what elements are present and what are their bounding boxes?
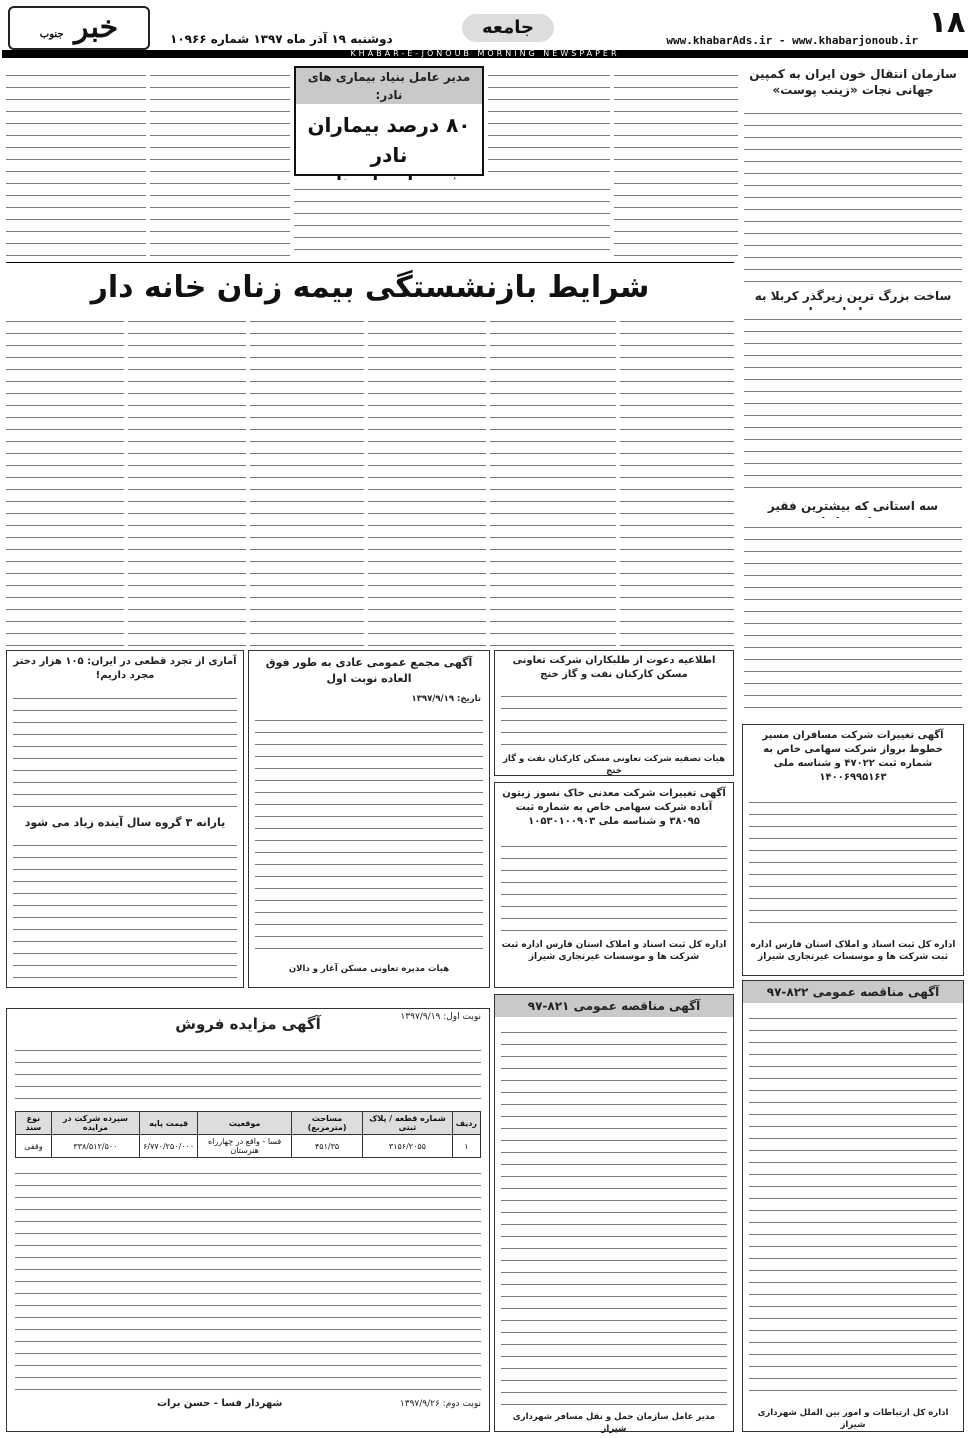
table-row (16, 1135, 481, 1158)
ad-auction-footer: شهردار فسا - حسن برات (157, 1398, 283, 1409)
top-story-col-4 (150, 66, 290, 256)
small-story-title: آماری از تجرد قطعی در ایران: ۱۰۵ هزار دختر مجرد داریم! (13, 656, 237, 681)
ad-tender-822-title: آگهی مناقصه عمومی ۸۲۲-۹۷ (743, 981, 963, 1003)
right-article-1-title: سازمان انتقال خون ایران به کمپین جهانی نجات «زینب پوست» (749, 67, 957, 97)
main-story-col-4 (250, 312, 364, 646)
table-cell: ۳۱۵۶/۲۰۵۵ (363, 1135, 453, 1158)
auction-table-header: موقعیت (198, 1112, 292, 1135)
ad-assembly-footer: هیات مدیره تعاونی مسکن آغار و دالان (288, 964, 450, 974)
ad-change-1-body (749, 793, 957, 933)
masthead-strip: KHABAR-E-JONOUB MORNING NEWSPAPER (2, 50, 968, 58)
table-cell: ۶/۷۷۰/۲۵۰/۰۰۰ (140, 1135, 198, 1158)
small-story-body-2 (13, 836, 237, 982)
auction-table-header: ردیف (452, 1112, 480, 1135)
ad-auction-turn-1: نوبت اول: ۱۳۹۷/۹/۱۹ (400, 1012, 481, 1022)
top-story-col-3 (294, 180, 610, 256)
right-article-2-body (744, 310, 962, 494)
right-article-1-body (744, 104, 962, 282)
ad-assembly (248, 650, 490, 988)
table-cell: ۱ (452, 1135, 480, 1158)
ad-auction-intro (15, 1041, 481, 1105)
top-story-headline-1: ۸۰ درصد بیماران نادر (307, 113, 471, 167)
main-story-col-2 (490, 312, 616, 646)
auction-table (15, 1111, 481, 1158)
main-story-headline: شرایط بازنشستگی بیمه زنان خانه دار (90, 270, 650, 305)
logo-text: خبر (74, 10, 119, 45)
auction-table-header: شماره قطعه / پلاک ثبتی (363, 1112, 453, 1135)
ad-change-1-title: آگهی تغییرات شرکت مسافران مسیر خطوط برواز شرکت سهامی خاص به شماره ثبت ۴۷۰۲۲ و شناسه ملی ۱۴۰۰۶۹۹۵۱۶۳ (762, 730, 944, 783)
ad-invite-footer: هیات تصفیه شرکت تعاونی مسکن کارکنان نفت و گاز خنج (503, 754, 725, 776)
right-article-2-title: ساخت بزرگ ترین زیرگذر کربلا به (754, 289, 952, 303)
auction-table-header: سپرده شرکت در مزایده (51, 1112, 139, 1135)
logo-subtext: جنوب (39, 29, 64, 40)
auction-table-header: مساحت (مترمربع) (292, 1112, 363, 1135)
ad-change-2 (494, 782, 734, 988)
small-story-body (13, 689, 237, 809)
ad-change-2-title: آگهی تغییرات شرکت معدنی خاک نسوز زیتون آباده شرکت سهامی خاص به شماره ثبت ۳۸۰۹۵ و شناسه ملی ۱۰۵۳۰۱۰۰۹۰۳ (502, 788, 726, 827)
top-story-col-1 (614, 66, 738, 256)
divider (6, 262, 734, 263)
main-story-col-1 (620, 312, 734, 646)
table-cell: ۴۵۱/۳۵ (292, 1135, 363, 1158)
ad-change-1 (742, 724, 964, 976)
ad-change-1-footer: اداره کل ثبت اسناد و املاک استان فارس اداره ثبت شرکت ها و موسسات غیرتجاری شیراز (750, 940, 956, 962)
ad-auction-title: آگهی مزایده فروش (175, 1015, 321, 1033)
ad-assembly-body (255, 711, 483, 959)
ad-tender-821 (494, 994, 734, 1432)
ad-assembly-title: آگهی مجمع عمومی عادی به طور فوق العاده نوبت اول (265, 656, 473, 685)
ad-invite-title: اطلاعیه دعوت از طلبکاران شرکت تعاونی مسکن کارکنان نفت و گاز خنج (512, 655, 716, 680)
top-story-headline-box (294, 66, 484, 176)
ad-tender-822 (742, 980, 964, 1432)
ad-assembly-date: تاریخ: ۱۳۹۷/۹/۱۹ (411, 694, 481, 704)
main-story-col-6 (6, 312, 124, 646)
ad-tender-821-body (501, 1023, 727, 1405)
ad-auction-conditions (15, 1164, 481, 1394)
right-article-3-body (744, 518, 962, 708)
website-links[interactable]: www.khabarAds.ir - www.khabarjonoub.ir (666, 34, 918, 47)
ad-tender-821-title: آگهی مناقصه عمومی ۸۲۱-۹۷ (495, 995, 733, 1017)
ad-invite-body (501, 687, 727, 751)
ad-auction (6, 1008, 490, 1432)
section-title: جامعه (462, 14, 554, 42)
ad-tender-822-footer: اداره کل ارتباطات و امور بین الملل شهرداری شیراز (757, 1408, 949, 1430)
main-story-col-3 (368, 312, 486, 646)
small-story-title-2: یارانه ۳ گروه سال آینده زیاد می شود (24, 816, 226, 829)
ad-change-2-footer: اداره کل ثبت اسناد و املاک استان فارس اداره ثبت شرکت ها و موسسات غیرتجاری شیراز (501, 940, 727, 962)
top-story-kicker: مدیر عامل بنیاد بیماری های نادر: (296, 68, 482, 104)
page-number: ۱۸ (928, 5, 966, 40)
table-cell: فسا - واقع در چهارراه هنرستان (198, 1135, 292, 1158)
auction-table-header: قیمت پایه (140, 1112, 198, 1135)
top-story-col-2 (488, 66, 610, 176)
ad-invite-creditors (494, 650, 734, 776)
right-article-3-title: سه استانی که بیشترین فقیر (767, 499, 939, 513)
table-cell: وقفی (16, 1135, 52, 1158)
auction-table-header: نوع سند (16, 1112, 52, 1135)
ad-tender-821-footer: مدیر عامل سازمان حمل و نقل مسافر شهرداری شیراز (512, 1412, 716, 1434)
small-story (6, 650, 244, 988)
top-story-col-5 (6, 66, 146, 256)
table-cell: ۳۳۸/۵۱۲/۵۰۰ (51, 1135, 139, 1158)
ad-auction-turn-2: نوبت دوم: ۱۳۹۷/۹/۲۶ (399, 1399, 481, 1409)
main-story-col-5 (128, 312, 246, 646)
ad-change-2-body (501, 837, 727, 933)
ad-tender-822-body (749, 1009, 957, 1401)
newspaper-logo (8, 6, 150, 50)
issue-date: دوشنبه ۱۹ آذر ماه ۱۳۹۷ شماره ۱۰۹۶۶ (170, 32, 393, 46)
